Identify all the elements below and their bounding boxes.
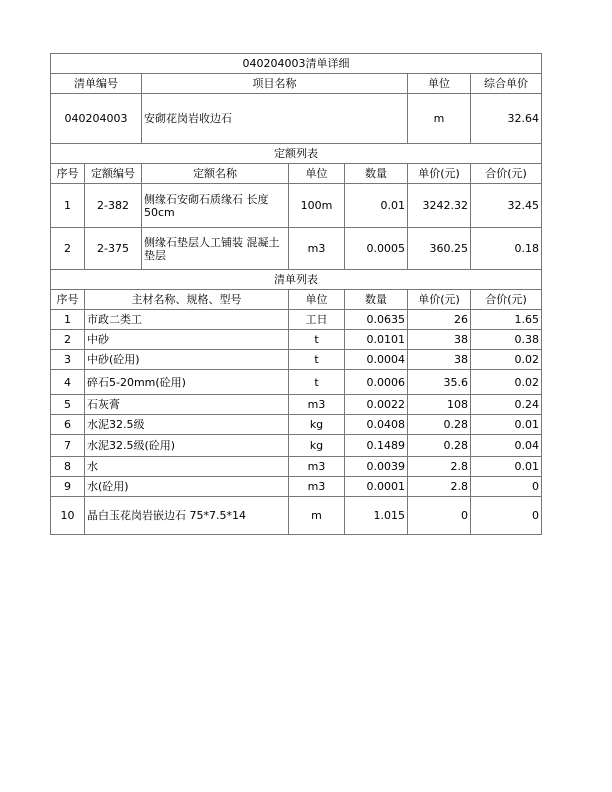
material-header-row bbox=[51, 290, 542, 310]
material-total: 0 bbox=[471, 497, 542, 535]
material-row bbox=[51, 435, 542, 457]
quota-code-header: 定额编号 bbox=[85, 164, 142, 184]
material-name: 水泥32.5级(砼用) bbox=[85, 435, 289, 457]
material-total: 0.02 bbox=[471, 370, 542, 395]
material-row bbox=[51, 370, 542, 395]
item-code-header: 清单编号 bbox=[51, 74, 142, 94]
item-price: 32.64 bbox=[471, 94, 542, 144]
material-price: 38 bbox=[408, 330, 471, 350]
material-unit: 工日 bbox=[289, 310, 345, 330]
material-unit-header: 单位 bbox=[289, 290, 345, 310]
item-code: 040204003 bbox=[51, 94, 142, 144]
quota-unit: 100m bbox=[289, 184, 345, 228]
material-name: 晶白玉花岗岩嵌边石 75*7.5*14 bbox=[85, 497, 289, 535]
quota-row bbox=[51, 228, 542, 270]
material-seq: 6 bbox=[51, 415, 85, 435]
material-seq: 7 bbox=[51, 435, 85, 457]
material-qty: 1.015 bbox=[345, 497, 408, 535]
material-price: 0.28 bbox=[408, 415, 471, 435]
material-row bbox=[51, 350, 542, 370]
material-unit: t bbox=[289, 370, 345, 395]
sheet-title: 040204003清单详细 bbox=[51, 54, 542, 74]
material-unit: kg bbox=[289, 435, 345, 457]
material-total-header: 合价(元) bbox=[471, 290, 542, 310]
quota-seq: 1 bbox=[51, 184, 85, 228]
material-unit: m3 bbox=[289, 457, 345, 477]
material-price-header: 单价(元) bbox=[408, 290, 471, 310]
material-total: 0 bbox=[471, 477, 542, 497]
material-name: 水泥32.5级 bbox=[85, 415, 289, 435]
material-total: 0.02 bbox=[471, 350, 542, 370]
material-price: 2.8 bbox=[408, 457, 471, 477]
material-price: 2.8 bbox=[408, 477, 471, 497]
material-row bbox=[51, 497, 542, 535]
material-row bbox=[51, 395, 542, 415]
quota-name: 侧缘石安砌石质缘石 长度50cm bbox=[142, 184, 289, 228]
material-price: 0.28 bbox=[408, 435, 471, 457]
material-unit: m bbox=[289, 497, 345, 535]
material-row bbox=[51, 310, 542, 330]
material-name: 碎石5-20mm(砼用) bbox=[85, 370, 289, 395]
material-section-row bbox=[51, 270, 542, 290]
bill-detail-table bbox=[50, 53, 542, 535]
item-name-header: 项目名称 bbox=[142, 74, 408, 94]
quota-seq-header: 序号 bbox=[51, 164, 85, 184]
quota-total-header: 合价(元) bbox=[471, 164, 542, 184]
material-qty: 0.0022 bbox=[345, 395, 408, 415]
material-qty-header: 数量 bbox=[345, 290, 408, 310]
quota-code: 2-382 bbox=[85, 184, 142, 228]
material-seq: 5 bbox=[51, 395, 85, 415]
material-qty: 0.0101 bbox=[345, 330, 408, 350]
material-price: 26 bbox=[408, 310, 471, 330]
item-price-header: 综合单价 bbox=[471, 74, 542, 94]
quota-name-header: 定额名称 bbox=[142, 164, 289, 184]
material-row bbox=[51, 457, 542, 477]
material-total: 0.38 bbox=[471, 330, 542, 350]
material-total: 0.04 bbox=[471, 435, 542, 457]
item-name: 安砌花岗岩收边石 bbox=[142, 94, 408, 144]
quota-name: 侧缘石垫层人工铺装 混凝土垫层 bbox=[142, 228, 289, 270]
material-total: 0.01 bbox=[471, 457, 542, 477]
quota-section-title: 定额列表 bbox=[51, 144, 542, 164]
quota-price-header: 单价(元) bbox=[408, 164, 471, 184]
material-name: 中砂 bbox=[85, 330, 289, 350]
material-name: 市政二类工 bbox=[85, 310, 289, 330]
material-seq: 1 bbox=[51, 310, 85, 330]
material-row bbox=[51, 330, 542, 350]
quota-price: 3242.32 bbox=[408, 184, 471, 228]
material-section-title: 清单列表 bbox=[51, 270, 542, 290]
quota-qty-header: 数量 bbox=[345, 164, 408, 184]
material-seq: 2 bbox=[51, 330, 85, 350]
material-row bbox=[51, 415, 542, 435]
quota-qty: 0.0005 bbox=[345, 228, 408, 270]
material-seq: 4 bbox=[51, 370, 85, 395]
material-price: 0 bbox=[408, 497, 471, 535]
material-seq: 9 bbox=[51, 477, 85, 497]
sheet-title-row bbox=[51, 54, 542, 74]
item-header-row bbox=[51, 74, 542, 94]
item-unit-header: 单位 bbox=[408, 74, 471, 94]
quota-unit-header: 单位 bbox=[289, 164, 345, 184]
material-total: 1.65 bbox=[471, 310, 542, 330]
quota-section-row bbox=[51, 144, 542, 164]
material-name-header: 主材名称、规格、型号 bbox=[85, 290, 289, 310]
material-qty: 0.1489 bbox=[345, 435, 408, 457]
material-total: 0.01 bbox=[471, 415, 542, 435]
material-seq: 10 bbox=[51, 497, 85, 535]
material-price: 35.6 bbox=[408, 370, 471, 395]
item-row bbox=[51, 94, 542, 144]
material-name: 水(砼用) bbox=[85, 477, 289, 497]
material-qty: 0.0408 bbox=[345, 415, 408, 435]
material-row bbox=[51, 477, 542, 497]
material-seq-header: 序号 bbox=[51, 290, 85, 310]
material-qty: 0.0006 bbox=[345, 370, 408, 395]
material-name: 石灰膏 bbox=[85, 395, 289, 415]
material-unit: kg bbox=[289, 415, 345, 435]
material-qty: 0.0001 bbox=[345, 477, 408, 497]
material-price: 38 bbox=[408, 350, 471, 370]
quota-code: 2-375 bbox=[85, 228, 142, 270]
material-unit: m3 bbox=[289, 395, 345, 415]
material-name: 中砂(砼用) bbox=[85, 350, 289, 370]
material-total: 0.24 bbox=[471, 395, 542, 415]
material-unit: m3 bbox=[289, 477, 345, 497]
material-qty: 0.0039 bbox=[345, 457, 408, 477]
material-seq: 8 bbox=[51, 457, 85, 477]
quota-unit: m3 bbox=[289, 228, 345, 270]
material-qty: 0.0635 bbox=[345, 310, 408, 330]
quota-total: 0.18 bbox=[471, 228, 542, 270]
material-qty: 0.0004 bbox=[345, 350, 408, 370]
quota-row bbox=[51, 184, 542, 228]
material-seq: 3 bbox=[51, 350, 85, 370]
item-unit: m bbox=[408, 94, 471, 144]
quota-qty: 0.01 bbox=[345, 184, 408, 228]
material-unit: t bbox=[289, 330, 345, 350]
material-price: 108 bbox=[408, 395, 471, 415]
quota-header-row bbox=[51, 164, 542, 184]
material-unit: t bbox=[289, 350, 345, 370]
material-name: 水 bbox=[85, 457, 289, 477]
quota-total: 32.45 bbox=[471, 184, 542, 228]
quota-seq: 2 bbox=[51, 228, 85, 270]
quota-price: 360.25 bbox=[408, 228, 471, 270]
